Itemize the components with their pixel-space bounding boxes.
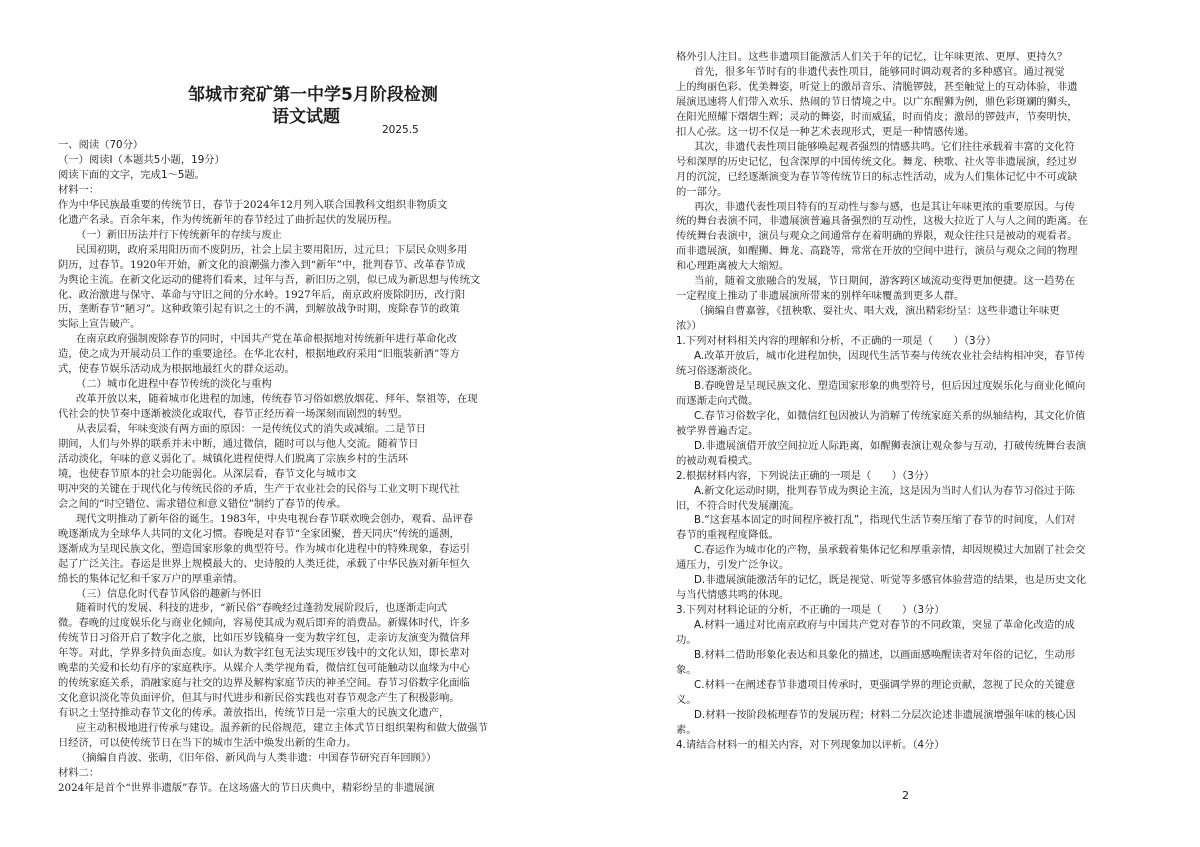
left-line: 化、政治激进与保守、革命与守旧之间的分水岭。1927年后，南京政府废除阴历，改行阳 — [58, 288, 466, 301]
right-line: 一定程度上推动了非遗展演所带来的别样年味覆盖到更多人群。 — [676, 290, 965, 303]
right-line: 而非遗展演，如醒狮、舞龙、高跷等，常常在开放的空间中进行，演员与观众之间的物理 — [676, 245, 1078, 258]
left-line: 活动淡化，年味的意义弱化了。城镇化进程使得人们脱离了宗族乡村的生活环 — [58, 452, 409, 465]
left-line: 造，使之成为开展动员工作的重要途径。在华北农村，根据地政府采用“旧瓶装新酒”等方 — [58, 348, 460, 361]
left-line: （摘编自肖波、张萌，《旧年俗、新风尚与人类非遗：中国春节研究百年回顾》） — [76, 751, 437, 764]
right-line: 功。 — [676, 634, 697, 647]
right-line: 再次，非遗代表性项目特有的互动性与参与感，也是其让年味更浓的重要原因。与传 — [694, 200, 1075, 213]
right-line: 3.下列对材料论证的分析，不正确的一项是（ ）（3分） — [676, 604, 945, 617]
left-line: 晚逐渐成为全球华人共同的文化习惯。春晚是对春节“全家团聚，普天同庆”传统的遥测， — [58, 527, 460, 540]
left-line: 境，也使春节原本的社会功能弱化。从深层看，春节文化与城市文 — [58, 467, 357, 480]
right-line: 而逐渐走向式微。 — [676, 394, 759, 407]
right-line: 当前，随着文旅融合的发展，节日期间，游客跨区域流动变得更加便捷。这一趋势在 — [694, 275, 1075, 288]
right-line: B.春晚曾是呈现民族文化、塑造国家形象的典型符号，但后因过度娱乐化与商业化倾向 — [694, 379, 1086, 392]
right-line: 传统舞台表演中，演员与观众之间通常存在着明确的界限，观众往往只是被动的观看者。 — [676, 230, 1078, 243]
left-line: 历，垄断春节“陋习”。这种政策引起有识之士的不满，到解放战争时期，废除春节的政策 — [58, 303, 460, 316]
right-line: 4.请结合材料一的相关内容，对下列现象加以评析。（4分） — [676, 738, 945, 751]
right-line: A.新文化运动时期，批判春节成为舆论主流，这是因为当时人们认为春节习俗过于陈 — [694, 484, 1075, 497]
right-line: 浓》） — [676, 320, 702, 333]
left-line: 代社会的快节奏中逐渐被淡化或取代，春节正经历着一场深刻而剧烈的转型。 — [58, 408, 409, 421]
right-line: D.非遗展演能激活年的记忆，既是视觉、听觉等多感官体验营造的结果，也是历史文化 — [694, 574, 1087, 587]
left-line: 材料二： — [58, 766, 100, 779]
right-line: 通压力，引发广泛争议。 — [676, 559, 790, 572]
right-line: 2.根据材料内容，下列说法正确的一项是（ ）（3分） — [676, 469, 935, 482]
right-line: B.材料二借助形象化表达和具象化的描述，以画面感唤醒读者对年俗的记忆，生动形 — [694, 649, 1076, 661]
left-line: 微。春晚的过度娱乐化与商业化倾向，容易使其成为观后即弃的消费品。新媒体时代，许多 — [58, 617, 470, 630]
right-line: 在阳光照耀下熠熠生辉；灵动的舞姿，时而威猛，时而俏皮；激昂的锣鼓声，节奏明快， — [676, 110, 1078, 123]
right-line: 展演迅速将人们带入欢乐、热闹的节日情境之中。以广东醒狮为例，鼎色彩斑斓的狮头， — [676, 95, 1078, 108]
right-line: 其次，非遗代表性项目能够唤起观者强烈的情感共鸣。它们往往承载着丰富的文化符 — [694, 140, 1075, 153]
right-line: 统习俗逐渐淡化。 — [676, 364, 759, 377]
exam-subtitle: 语文试题 — [272, 107, 340, 127]
left-line: 应主动积极地进行传承与建设。温养新的民俗规范，建立主体式节日组织架构和做大做强节 — [76, 722, 488, 735]
right-line: C.春节习俗数字化，如微信红包因被认为消解了传统家庭关系的纵轴结构，其文化价值 — [694, 409, 1086, 422]
left-line: 实际上宣告破产。 — [58, 318, 141, 331]
right-line: 月的沉淀，已经逐渐演变为春节等传统节日的标志性活动，成为人们集体记忆中不可或缺 — [676, 170, 1078, 183]
left-line: 一、阅读（70分） — [58, 139, 144, 151]
right-line: A.改革开放后，城市化进程加快，因现代生活节奏与传统农业社会结构相冲突，春节传 — [694, 350, 1086, 362]
left-line: 的传统家庭关系，消融家庭与社交的边界及解构家庭节庆的神圣空间。春节习俗数字化面临 — [58, 677, 470, 690]
right-line: 素。 — [676, 723, 697, 736]
left-line: 材料一： — [58, 183, 100, 196]
left-line: 晚辈的关爱和长幼有序的家庭秩序。从媒介人类学视角看，微信红包可能触动以血缘为中心 — [58, 662, 470, 675]
right-line: 象。 — [676, 663, 697, 676]
left-line: 阴历，过春节。1920年开始，新文化的浪潮强力渗入到“新年”中，批判春节、改革春节成 — [58, 258, 466, 271]
left-line: （三）信息化时代春节风俗的趣新与怀旧 — [76, 587, 262, 600]
right-line: 的被动观看模式。 — [676, 454, 759, 467]
left-line: 传统节日习俗开启了数字化之旅，比如压岁钱稿身一变为数字红包，走亲访友演变为微信拜 — [58, 632, 470, 645]
right-line: 上的绚丽色彩、优美舞姿，听觉上的激昂音乐、清脆锣鼓，甚至触觉上的互动体验，非遗 — [676, 80, 1078, 93]
right-line: 被学界普遍否定。 — [676, 424, 759, 437]
right-line: 首先，很多年节时有的非遗代表性项目，能够同时调动观者的多种感官。通过视觉 — [694, 65, 1065, 78]
right-line: D.材料一按阶段梳理春节的发展历程；材料二分层次论述非遗展演增强年味的核心因 — [694, 708, 1076, 721]
right-line: B.“这套基本固定的时间程序被打乱”，指现代生活节奏压缩了春节的时间度，人们对 — [694, 514, 1076, 527]
exam-title: 邹城市兖矿第一中学5月阶段检测 — [188, 85, 438, 105]
left-line: 改革开放以来，随着城市化进程的加速，传统春节习俗如燃放烟花、拜年、祭祖等，在现 — [76, 393, 478, 406]
left-line: 明冲突的关键在于现代化与传统民俗的矛盾，生产于农业社会的民俗与工业文明下现代社 — [58, 482, 460, 495]
left-line: 文化意识淡化等负面评价，但其与时代进步和新民俗实践也对春节观念产生了积极影响。 — [58, 692, 460, 705]
right-line: 统的舞台表演不同，非遗展演普遍具备强烈的互动性，这极大拉近了人与人之间的距离。在 — [676, 215, 1088, 228]
right-line: D.非遗展演借开放空间拉近人际距离，如醒狮表演让观众参与互动，打破传统舞台表演 — [694, 439, 1087, 452]
left-line: 2024年是首个“世界非遗版”春节。在这场盛大的节日庆典中，精彩纷呈的非遗展演 — [58, 781, 435, 794]
left-line: 从表层看，年味变淡有两方面的原因：一是传统仪式的消失或减缩。二是节日 — [76, 423, 427, 436]
right-line: A.材料一通过对比南京政府与中国共产党对春节的不同政策，突显了革命化改造的成 — [694, 619, 1075, 632]
left-line: 日经济，可以使传统节日在当下的城市生活中焕发出新的生命力。 — [58, 737, 357, 749]
left-line: 作为中华民族最重要的传统节日，春节于2024年12月列入联合国教科文组织非物质文 — [58, 198, 448, 211]
right-line: 的一部分。 — [676, 185, 728, 198]
right-line: 1.下列对材料相关内容的理解和分析，不正确的一项是（ ）（3分） — [676, 335, 997, 348]
left-line: 绵长的集体记忆和千家万户的厚重亲情。 — [58, 572, 244, 585]
left-line: 随着时代的发展、科技的进步，“新民俗”春晚经过蓬勃发展阶段后，也逐渐走向式 — [76, 602, 447, 615]
right-line: 号和深厚的历史记忆，包含深厚的中国传统文化。舞龙、秧歌、社火等非遗展演，经过岁 — [676, 155, 1078, 168]
left-line: 化遗产名录。百余年来，作为传统新年的春节经过了曲折起伏的发展历程。 — [58, 213, 398, 226]
left-line: 会之间的“时空错位、需求错位和意义错位”制约了春节的传承。 — [58, 497, 347, 510]
right-line: 春节的重视程度降低。 — [676, 529, 779, 542]
left-line: 起了广泛关注。春运是世界上规模最大的、史诗般的人类迁徙，承载了中华民族对新年恒久 — [58, 557, 470, 570]
left-line: 期间，人们与外界的联系并未中断，通过微信，随时可以与他人交流。随着节日 — [58, 438, 419, 450]
left-line: 阅读下面的文字，完成1～5题。 — [58, 168, 205, 181]
left-line: （一）新旧历法并行下传统新年的存续与废止 — [76, 228, 282, 241]
left-line: （二）城市化进程中春节传统的淡化与重构 — [76, 378, 272, 391]
right-line: 与当代情感共鸣的体现。 — [676, 589, 790, 602]
left-line: 式，使春节娱乐活动成为根据地最红火的群众运动。 — [58, 363, 295, 376]
left-line: 逐渐成为呈现民族文化，塑造国家形象的典型符号。作为城市化进程中的特殊现象，春运引 — [58, 542, 470, 555]
right-line: C.材料一在阐述春节非遗项目传承时，更强调学界的理论贡献，忽视了民众的关键意 — [694, 678, 1076, 691]
left-line: 民国初期，政府采用阳历而不废阴历，社会上层主要用阳历，过元旦；下层民众则多用 — [76, 243, 468, 256]
right-line: 扣人心弦。这一切不仅是一种艺术表现形式，更是一种情感传递。 — [676, 125, 975, 138]
page-number: 2 — [902, 789, 909, 802]
right-line: （摘编自曹嘉蓉，《扭秧歌、耍社火、唱大戏，演出精彩纷呈：这些非遗让年味更 — [694, 305, 1060, 318]
right-line: 格外引人注目。这些非遗项目能激活人们关于年的记忆，让年味更浓、更厚、更持久？ — [676, 51, 1068, 63]
left-line: （一）阅读Ⅰ（本题共5小题，19分） — [58, 153, 225, 166]
left-line: 有识之士坚持推动春节文化的传承。萧放指出，传统节日是一宗重大的民族文化遗产， — [58, 707, 450, 720]
right-line: C.春运作为城市化的产物，虽承载着集体记忆和厚重亲情，却因规模过大加剧了社会交 — [694, 544, 1086, 557]
left-line: 现代文明推动了新年俗的诞生。1983年，中央电视台春节联欢晚会创办，观看、品评春 — [76, 512, 473, 525]
left-line: 年等。对此，学界多持负面态度。如认为数字红包无法实现压岁钱中的文化认知，即长辈对 — [58, 647, 470, 660]
right-line: 义。 — [676, 693, 697, 706]
left-line: 为舆论主流。在新文化运动的健将们看来，过年与吾，新旧历之别，似已成为新思想与传统文 — [58, 273, 481, 286]
left-line: 在南京政府强制废除春节的同时，中国共产党在革命根据地对传统新年进行革命化改 — [76, 333, 457, 346]
right-line: 和心理距离被大大缩短。 — [676, 260, 790, 273]
right-line: 旧，不符合时代发展潮流。 — [676, 499, 800, 512]
exam-date: 2025.5 — [382, 124, 419, 136]
